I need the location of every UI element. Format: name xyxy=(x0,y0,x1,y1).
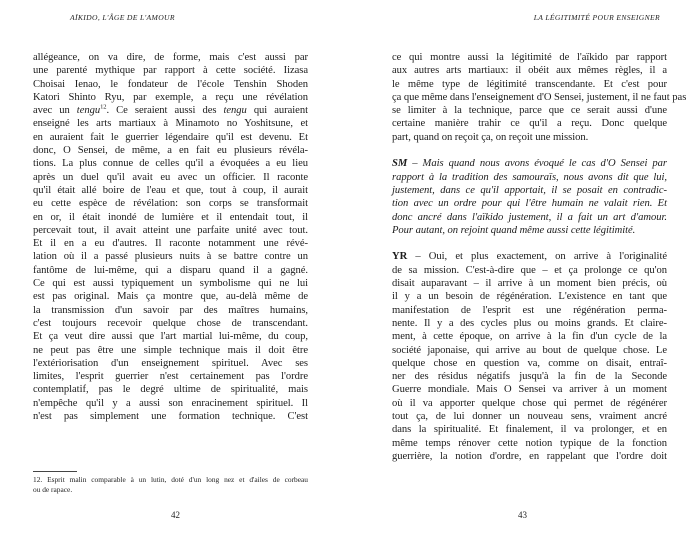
running-head-right: LA LÉGITIMITÉ POUR ENSEIGNER xyxy=(533,13,660,22)
text-fragment: qui auraient xyxy=(246,105,308,117)
text-line: tions. La plus connue de celles qu'il a évoquées a eu lieu xyxy=(33,158,308,170)
speaker-sm: SM xyxy=(392,158,408,170)
text-fragment: avec un xyxy=(33,105,77,117)
term-tengu-2: tengu xyxy=(223,105,247,117)
text-line: qu'il était allé boire de l'eau et que, tout à coup, il aurait xyxy=(33,184,308,196)
footnote-line: 12. Esprit malin comparable à un lutin, doté d'un long nez et d'ailes de corbeau xyxy=(33,475,308,484)
yr-answer-line: manifestation de l'esprit est une régénération perma- xyxy=(392,304,667,316)
text-fragment: . Ce seraient aussi des xyxy=(106,105,224,117)
sm-question-line xyxy=(392,157,667,170)
yr-answer-line: disait auparavant – il arrive à un moment bien précis, où xyxy=(392,278,667,290)
text-line: se limiter à la technique, parce que ce serait aussi d'une xyxy=(392,105,667,117)
paragraph-gap xyxy=(392,144,667,157)
text-line: limites, l'esprit guerrier n'est certainement pas l'ordre xyxy=(33,371,308,383)
yr-answer-line: quelque chose en question va, comme on disait, entraî- xyxy=(392,357,667,369)
text-line: l'extériorisation d'un enseignement spirituel. Avec ses xyxy=(33,357,308,369)
yr-answer-line: dans la spiritualité. Et finalement, il va prolonger, et en xyxy=(392,424,667,436)
text-line: ne peut pas être une simple technique mais il doit être xyxy=(33,344,308,356)
yr-answer-line: ner des résidus négatifs jusqu'à la fin de la Seconde xyxy=(392,371,667,383)
text-line: Katori Shinto Ryu, par exemple, a reçu une révélation xyxy=(33,91,308,103)
footnote-12 xyxy=(33,475,308,494)
text-line: lation où il a passé plusieurs nuits à se battre contre un xyxy=(33,251,308,263)
text-line-with-note xyxy=(33,104,308,117)
yr-answer-line: tout ça, de lui donner un nouveau sens, vraiment ancré xyxy=(392,411,667,423)
yr-answer-line: même temps rénover cette notion typique de la fonction xyxy=(392,437,667,449)
sm-question-line: tion avec un ordre pour qui l'être humain ne valait rien. Et xyxy=(392,198,667,210)
text-line: n'empêche qu'il y a aussi son enracinement spirituel. Il xyxy=(33,397,308,409)
speaker-yr: YR xyxy=(392,251,408,263)
text-fragment: – Mais quand nous avons évoqué le cas d'O Sensei par xyxy=(407,158,667,170)
text-line: Et il en a eu d'autres. Il raconte notamment une révé- xyxy=(33,238,308,250)
yr-answer-line: il y a un besoin de régénération. L'existence en tant que xyxy=(392,291,667,303)
running-head-left: AÏKIDO, L'ÂGE DE L'AMOUR xyxy=(70,13,175,22)
right-page xyxy=(350,0,700,557)
yr-answer-line xyxy=(392,250,667,263)
yr-answer-line: guerrière, la notion d'ordre, en rappelant que l'ordre doit xyxy=(392,450,667,462)
text-line: la transmission d'un savoir par des maîtres humains, xyxy=(33,304,308,316)
text-line: percevait tout, il avait atteint une parfaite unité avec tout. xyxy=(33,224,308,236)
text-line: Choisai Ienao, le fondateur de l'école Tenshin Shoden xyxy=(33,78,308,90)
footnote-line: ou de rapace. xyxy=(33,484,73,494)
text-line: Ce qui est aussi typiquement un symbolisme qui ne lui xyxy=(33,278,308,290)
text-line: donc, O Sensei, de même, a en fait eu plusieurs révéla- xyxy=(33,145,308,157)
yr-answer-line: ment, à cette époque, on arrive à la fin d'un cycle de la xyxy=(392,331,667,343)
text-line: en or, il était inondé de lumière et il entendait tout, il xyxy=(33,211,308,223)
text-line: une parenté mythique par rapport à cette société. Iizasa xyxy=(33,65,308,77)
text-line: fantôme de lui-même, qui a disparu quand il a gagné. xyxy=(33,264,308,276)
sm-question-line: justement, dans ce qu'il apportait, il se posait en contradic- xyxy=(392,184,667,196)
text-line: enseigné les arts martiaux à Minamoto no Yoshitsune, et xyxy=(33,118,308,130)
text-line: ce qui montre aussi la légitimité de l'aïkido par rapport xyxy=(392,52,667,63)
sm-question-line: Pour autant, on rejoint quand même aussi cette légitimité. xyxy=(392,224,636,236)
text-line: contemplatif, pas le degré ultime de spiritualité, mais xyxy=(33,384,308,396)
page-number-left: 42 xyxy=(171,510,180,520)
yr-answer-line: où il va apporter quelque chose qui permet de régénérer xyxy=(392,397,667,409)
text-line: après un duel qu'il avait eu avec un officier. Il raconte xyxy=(33,171,308,183)
text-line: certaine manière trahir ce qu'il a reçu. Donc quelque xyxy=(392,118,667,130)
text-line: le même type de légitimité transcendante. Et c'est pour xyxy=(392,78,667,90)
text-line: est pas original. Mais ça montre que, au-delà même de xyxy=(33,291,308,303)
yr-answer-line: nente. Il y a des cycles plus ou moins grands. Et claire- xyxy=(392,317,667,329)
text-line: c'est toujours recevoir quelque chose de transcendant. xyxy=(33,317,308,329)
text-line: eu cette espèce de révélation: son corps se transformait xyxy=(33,198,308,210)
yr-answer-line: de sa mission. C'est-à-dire que – et ça prolonge ce qu'on xyxy=(392,264,667,276)
sm-question-line: donc ancré dans l'aïkido justement, il a fait un art d'amour. xyxy=(392,211,667,223)
text-line: ça que même dans l'enseignement d'O Sensei, justement, il ne faut pas xyxy=(392,91,687,103)
page-number-right: 43 xyxy=(518,510,527,520)
text-line: allégeance, on va dire, de forme, mais c'est aussi par xyxy=(33,52,308,63)
yr-answer-line: Guerre mondiale. Mais O Sensei va arriver à un moment xyxy=(392,384,667,396)
sm-question-line: rapport à la tradition des samouraïs, nous avons dit que lui, xyxy=(392,171,667,183)
right-body-text xyxy=(392,51,687,463)
term-tengu: tengu xyxy=(76,105,101,117)
text-line: en auraient fait le guerrier légendaire qu'il est devenu. Et xyxy=(33,131,308,143)
text-line: n'est pas simplement une formation technique. C'est xyxy=(33,411,308,423)
paragraph-gap xyxy=(392,237,667,250)
text-line: aux autres arts martiaux: il obéit aux mêmes règles, il a xyxy=(392,65,667,77)
text-line: part, quand on reçoit ça, on reçoit une mission. xyxy=(392,131,589,143)
footnote-rule xyxy=(33,471,77,472)
text-line: Et ça veut dire aussi que l'art martial lui-même, du coup, xyxy=(33,331,308,343)
yr-answer-line: société japonaise, qui arrive au bout de quelque chose. Le xyxy=(392,344,667,356)
footnote-ref-12[interactable]: 12 xyxy=(100,103,107,111)
text-fragment: – Oui, et plus exactement, on arrive à l'originalité xyxy=(407,251,667,263)
left-body-text xyxy=(33,51,308,423)
